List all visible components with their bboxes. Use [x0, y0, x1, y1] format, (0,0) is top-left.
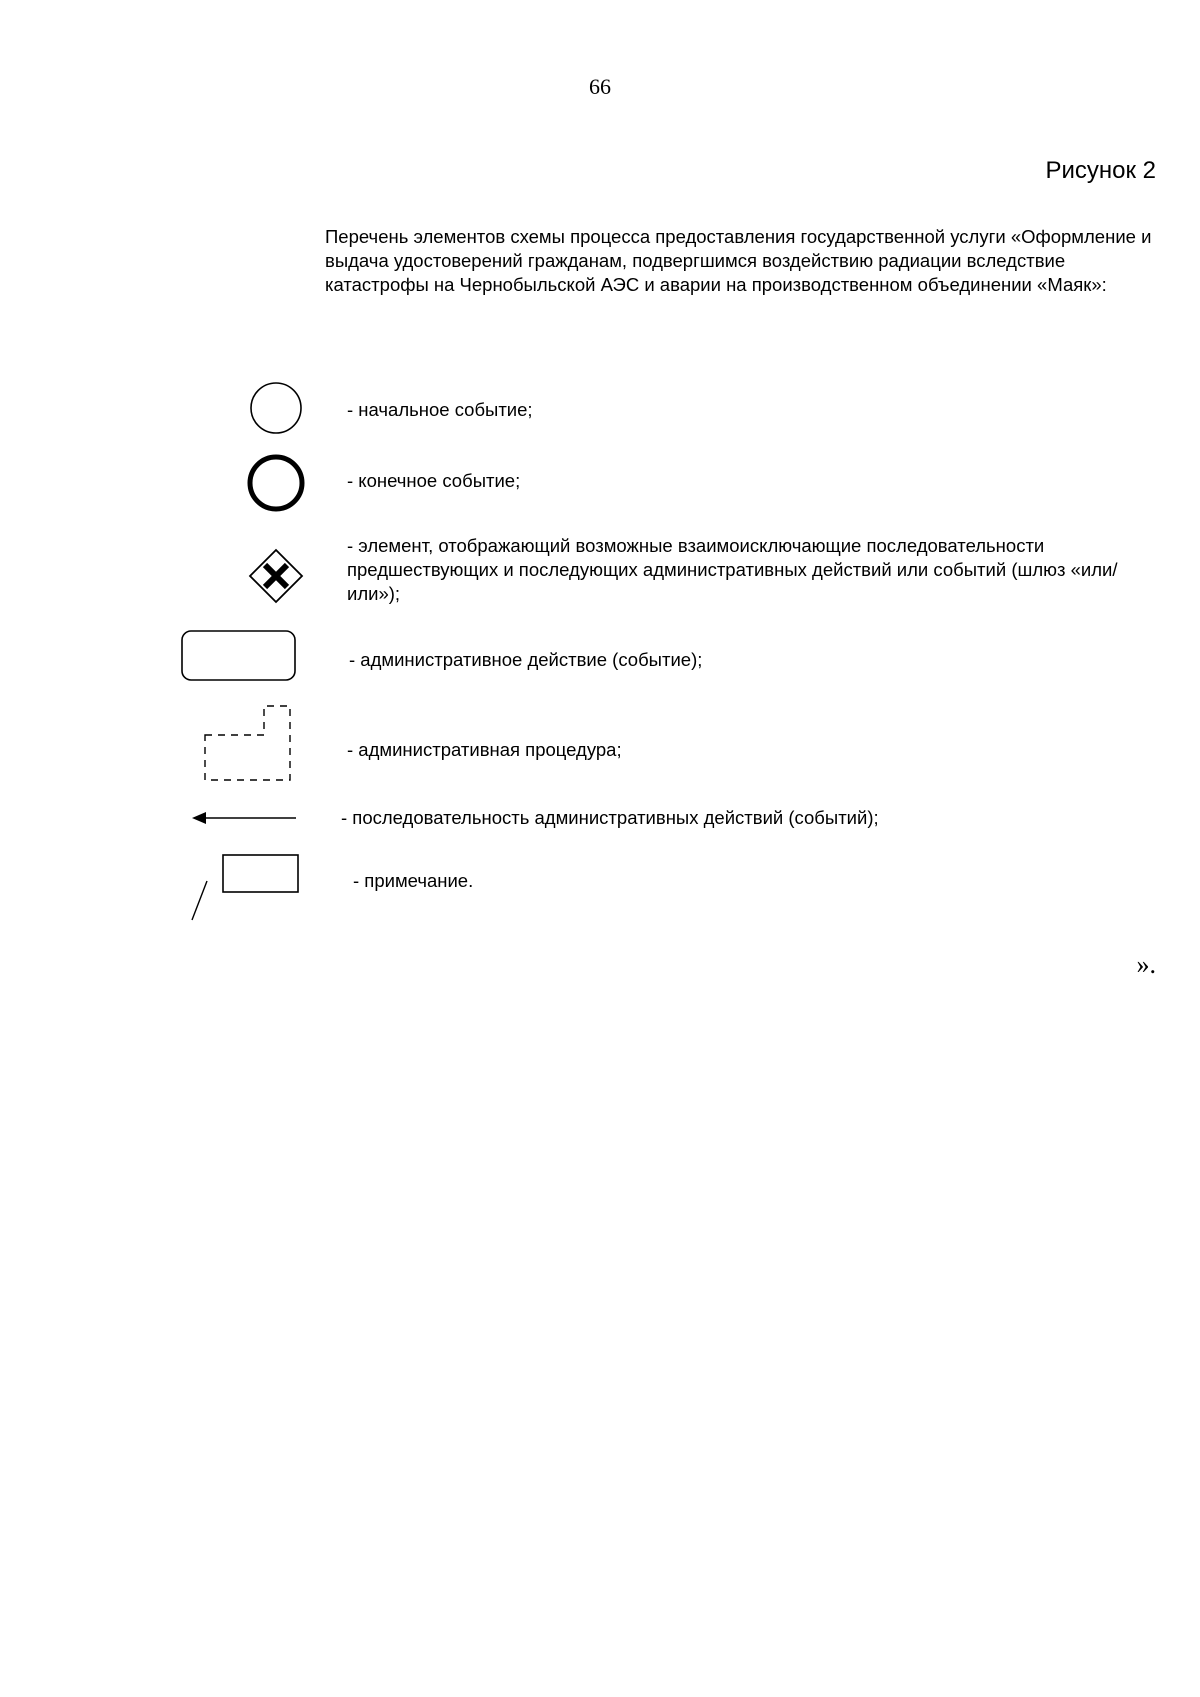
legend-item-admin-action: - административное действие (событие); — [349, 649, 703, 670]
intro-text: Перечень элементов схемы процесса предоставления государственной услуги «Оформление и выдача удостоверений гражданам, подвергшимся воздействию радиации вследствие катастрофы на Чернобыльской АЭС и аварии на производственном объединении «Маяк»: — [325, 226, 1152, 295]
end-event-circle-icon — [246, 453, 306, 513]
legend-item-annotation: - примечание. — [353, 870, 474, 891]
legend-item-sequence: - последовательность административных действий (событий); — [341, 807, 879, 828]
exclusive-gateway-icon — [248, 548, 304, 604]
rounded-rectangle-icon — [180, 629, 298, 683]
arrow-left-icon — [190, 808, 298, 828]
dashed-step-shape-icon — [202, 703, 294, 783]
legend-item-end-event: - конечное событие; — [347, 470, 521, 491]
legend-item-admin-procedure: - административная процедура; — [347, 739, 622, 760]
start-event-circle-icon — [248, 380, 304, 436]
legend-item-gateway: - элемент, отображающий возможные взаимоисключающие последовательности предшествующих и последующих административных действий или событий (шлюз «или/или»); — [347, 535, 1118, 604]
figure-label: Рисунок 2 — [1045, 157, 1156, 184]
closing-quote: ». — [1136, 950, 1156, 979]
annotation-box-icon — [188, 853, 302, 923]
legend-item-start-event: - начальное событие; — [347, 399, 533, 420]
page-number: 66 — [589, 74, 611, 99]
